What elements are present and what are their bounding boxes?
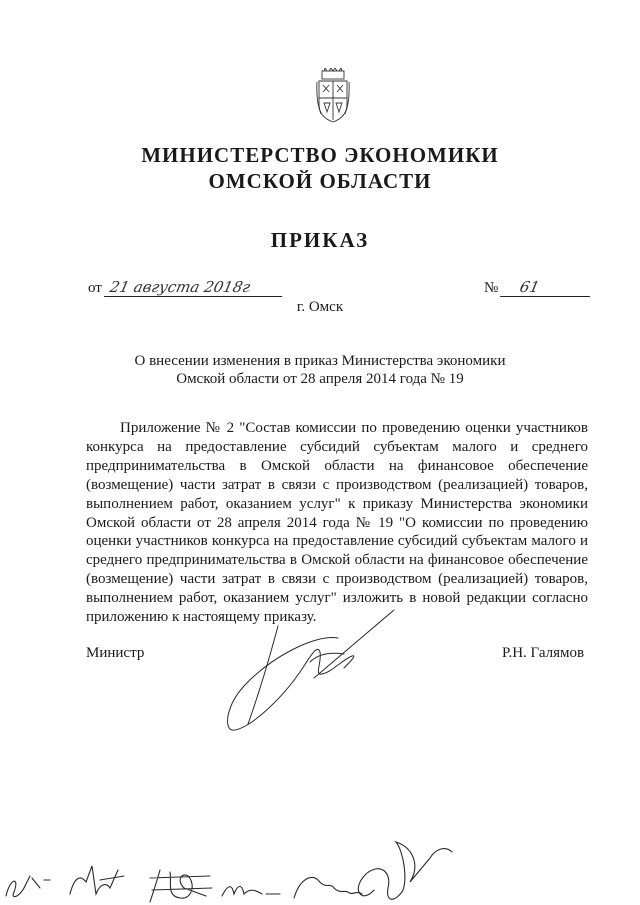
- subject-line-2: Омской области от 28 апреля 2014 года № 19: [176, 371, 464, 387]
- signatory-name: Р.Н. Галямов: [502, 645, 585, 661]
- city: г. Омск: [296, 299, 344, 315]
- number-handwritten: 61: [500, 278, 594, 297]
- document-date: [88, 278, 284, 297]
- body-paragraph: Приложение № 2 "Состав комиссии по проведению оценки участников конкурса на предоставление субсидий субъектам малого и среднего предпринимательства в Омской области на финансовое обеспечение (возмещение) части затрат в связи с производством (реализацией) товаров, выполнением работ, оказанием услуг" к приказу Министерства экономики Омской области от 28 апреля 2014 года № 19 "О комиссии по проведению оценки участников конкурса на предоставление субсидий субъектам малого и среднего предпринимательства в Омской области на финансовое обеспечение (возмещение) части затрат в связи с производством (реализацией) товаров, выполнением работ, оказанием услуг" изложить в новой редакции согласно приложению к настоящему приказу.: [86, 420, 588, 626]
- document-type: ПРИКАЗ: [270, 228, 370, 252]
- organization-line-1: МИНИСТЕРСТВО ЭКОНОМИКИ: [141, 143, 499, 167]
- approval-visas-icon: [0, 818, 640, 905]
- date-prefix: от: [88, 280, 102, 296]
- document-number: [484, 278, 592, 297]
- signatory-position: Министр: [86, 645, 145, 661]
- document-subject: [110, 352, 530, 388]
- subject-line-1: О внесении изменения в приказ Министерства экономики: [134, 353, 506, 369]
- organization-line-2: ОМСКОЙ ОБЛАСТИ: [208, 169, 432, 193]
- signature-icon: [218, 606, 398, 734]
- date-handwritten: 21 августа 2018г: [104, 278, 286, 297]
- organization-name: [0, 142, 640, 194]
- coat-of-arms-icon: [316, 68, 350, 124]
- number-prefix: №: [484, 280, 499, 296]
